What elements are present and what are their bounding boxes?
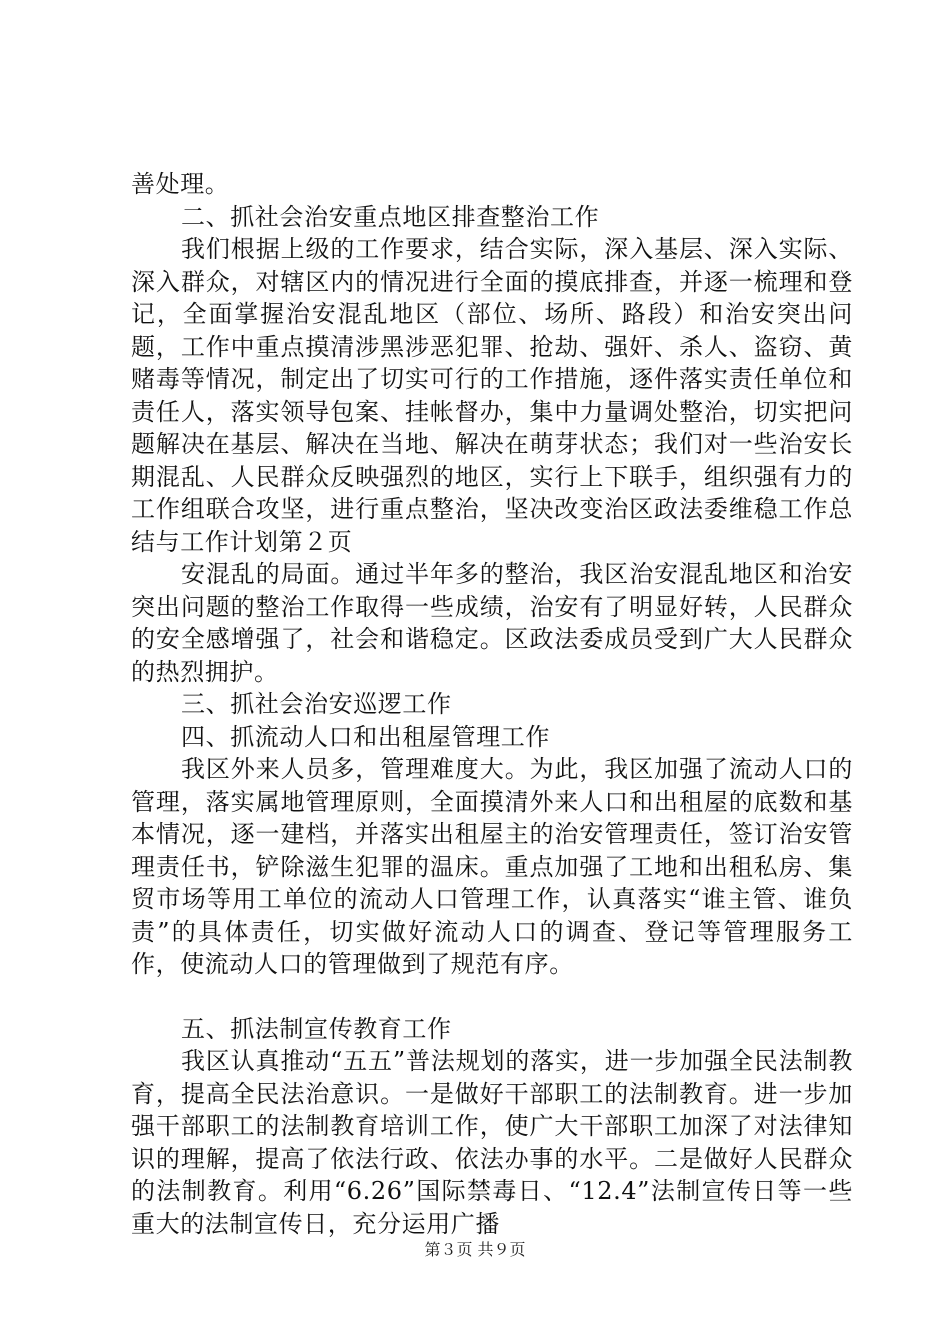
paragraph-spacer <box>131 981 853 1013</box>
section-heading-4: 四、抓流动人口和出租屋管理工作 <box>181 722 550 751</box>
section-heading-5: 五、抓法制宣传教育工作 <box>181 1014 452 1043</box>
page-footer: 第３页 共９页 <box>424 1240 526 1259</box>
section-heading-3: 三、抓社会治安巡逻工作 <box>181 690 452 718</box>
paragraph-section-2: 我们根据上级的工作要求，结合实际，深入基层、深入实际、深入群众，对辖区内的情况进行全面的摸底排查，并逐一梳理和登记，全面掌握治安混乱地区（部位、场所、路段）和治安突出问题，工作中重点摸清涉黑涉恶犯罪、抢劫、强奸、杀人、盗窃、黄赌毒等情况，制定出了切实可行的工作措施，逐件落实责任单位和责任人，落实领导包案、挂帐督办，集中力量调处整治，切实把问题解决在基层、解决在当地、解决在萌芽状态；我们对一些治安长期混乱、人民群众反映强烈的地区，实行上下联手，组织强有力的工作组联合攻坚，进行重点整治，坚决改变治区政法委维稳工作总结与工作计划第２页 <box>131 235 853 556</box>
paragraph-section-2-cont: 安混乱的局面。通过半年多的整治，我区治安混乱地区和治安突出问题的整治工作取得一些成绩，治安有了明显好转，人民群众的安全感增强了，社会和谐稳定。区政法委成员受到广大人民群众的热烈拥护。 <box>131 560 853 686</box>
paragraph-section-4: 我区外来人员多，管理难度大。为此，我区加强了流动人口的管理，落实属地管理原则，全面摸清外来人口和出租屋的底数和基本情况，逐一建档，并落实出租屋主的治安管理责任，签订治安管理责任书，铲除滋生犯罪的温床。重点加强了工地和出租私房、集贸市场等用工单位的流动人口管理工作，认真落实“谁主管、谁负责”的具体责任，切实做好流动人口的调查、登记等管理服务工作，使流动人口的管理做到了规范有序。 <box>131 755 853 978</box>
section-heading-2: 二、抓社会治安重点地区排查整治工作 <box>181 202 600 231</box>
document-body <box>131 168 853 1240</box>
paragraph-continuation: 善处理。 <box>131 170 230 198</box>
paragraph-section-5: 我区认真推动“五五”普法规划的落实，进一步加强全民法制教育，提高全民法治意识。一是做好干部职工的法制教育。进一步加强干部职工的法制教育培训工作，使广大干部职工加深了对法律知识的理解，提高了依法行政、依法办事的水平。二是做好人民群众的法制教育。利用“6.26”国际禁毒日、“12.4”法制宣传日等一些重大的法制宣传日，充分运用广播 <box>131 1047 853 1238</box>
